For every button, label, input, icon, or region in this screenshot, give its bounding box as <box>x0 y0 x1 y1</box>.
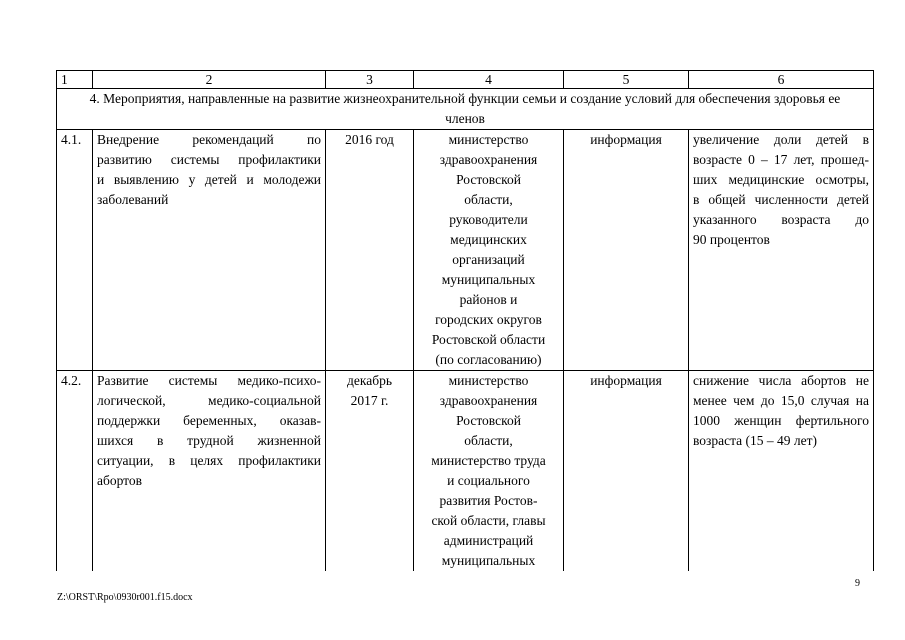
deadline-line: 2016 год <box>345 132 394 147</box>
measure-name-line: Внедрение рекомендаций по <box>97 132 321 147</box>
result-form-cell: информация <box>564 371 689 572</box>
file-path: Z:\ORST\Rpo\0930r001.f15.docx <box>57 592 193 603</box>
section-title-row <box>57 89 874 130</box>
section-title: 4. Мероприятия, направленные на развитие жизнеохранительной функции семьи и создание условий для обеспечения здоровья ее членов <box>57 89 874 130</box>
responsible-line: области, <box>464 433 513 448</box>
measures-table <box>56 70 874 571</box>
result-form-cell: информация <box>564 130 689 371</box>
responsible-line: министерство <box>448 373 529 388</box>
header-cell-3: 3 <box>326 71 414 89</box>
expected-result-line: ших медицинские осмотры, <box>693 172 869 187</box>
measure-name-line: поддержки беременных, оказав- <box>97 413 321 428</box>
header-cell-4: 4 <box>414 71 564 89</box>
responsible-line: Ростовской <box>456 172 521 187</box>
measure-name-line: развитию системы профилактики <box>97 152 321 167</box>
responsible-line: администраций <box>443 533 534 548</box>
page-number: 9 <box>855 578 860 589</box>
responsible-line: муниципальных <box>441 553 536 568</box>
header-row <box>57 71 874 89</box>
responsible-line: и социального <box>447 473 530 488</box>
expected-result-line: в общей численности детей <box>693 192 869 207</box>
header-cell-1: 1 <box>57 71 93 89</box>
responsible-line: руководители <box>449 212 528 227</box>
expected-result-line: 1000 женщин фертильного <box>693 413 869 428</box>
responsible-line: городских округов <box>435 312 542 327</box>
responsible-line: организаций <box>452 252 525 267</box>
deadline-cell <box>326 371 414 572</box>
responsible-line: области, <box>464 192 513 207</box>
measure-name-line: ситуации, в целях профилактики <box>97 453 321 468</box>
expected-result-line: указанного возраста до <box>693 212 869 227</box>
table-row <box>57 130 874 371</box>
measure-name-line: шихся в трудной жизненной <box>97 433 321 448</box>
deadline-cell <box>326 130 414 371</box>
measure-name-line: заболеваний <box>97 192 169 207</box>
expected-result-cell <box>689 371 874 572</box>
table-row <box>57 371 874 572</box>
row-number: 4.2. <box>57 371 93 572</box>
measure-name-cell <box>93 371 326 572</box>
measure-name-line: логической, медико-социальной <box>97 393 321 408</box>
responsible-line: Ростовской области <box>431 332 546 347</box>
deadline-line: 2017 г. <box>350 393 389 408</box>
responsible-line: муниципальных <box>441 272 536 287</box>
responsible-line: медицинских <box>450 232 527 247</box>
responsible-cell <box>414 371 564 572</box>
expected-result-cell <box>689 130 874 371</box>
header-cell-5: 5 <box>564 71 689 89</box>
expected-result-line: снижение числа абортов не <box>693 373 869 388</box>
header-cell-6: 6 <box>689 71 874 89</box>
responsible-line: Ростовской <box>456 413 521 428</box>
responsible-line: здравоохранения <box>439 152 538 167</box>
measure-name-line: и выявлению у детей и молодежи <box>97 172 321 187</box>
measure-name-line: абортов <box>97 473 143 488</box>
deadline-line: декабрь <box>347 373 392 388</box>
header-cell-2: 2 <box>93 71 326 89</box>
responsible-line: ской области, главы <box>431 513 546 528</box>
expected-result-line: 90 процентов <box>693 232 770 247</box>
responsible-line: развития Ростов- <box>439 493 538 508</box>
row-number: 4.1. <box>57 130 93 371</box>
responsible-line: министерство <box>448 132 529 147</box>
expected-result-line: возраста (15 – 49 лет) <box>693 433 818 448</box>
responsible-line: здравоохранения <box>439 393 538 408</box>
expected-result-line: увеличение доли детей в <box>693 132 869 147</box>
measure-name-cell <box>93 130 326 371</box>
responsible-line: (по согласованию) <box>435 352 542 367</box>
expected-result-line: менее чем до 15,0 случая на <box>693 393 869 408</box>
responsible-cell <box>414 130 564 371</box>
responsible-line: районов и <box>459 292 518 307</box>
responsible-line: министерство труда <box>431 453 546 468</box>
expected-result-line: возрасте 0 – 17 лет, прошед- <box>693 152 869 167</box>
measure-name-line: Развитие системы медико-психо- <box>97 373 321 388</box>
